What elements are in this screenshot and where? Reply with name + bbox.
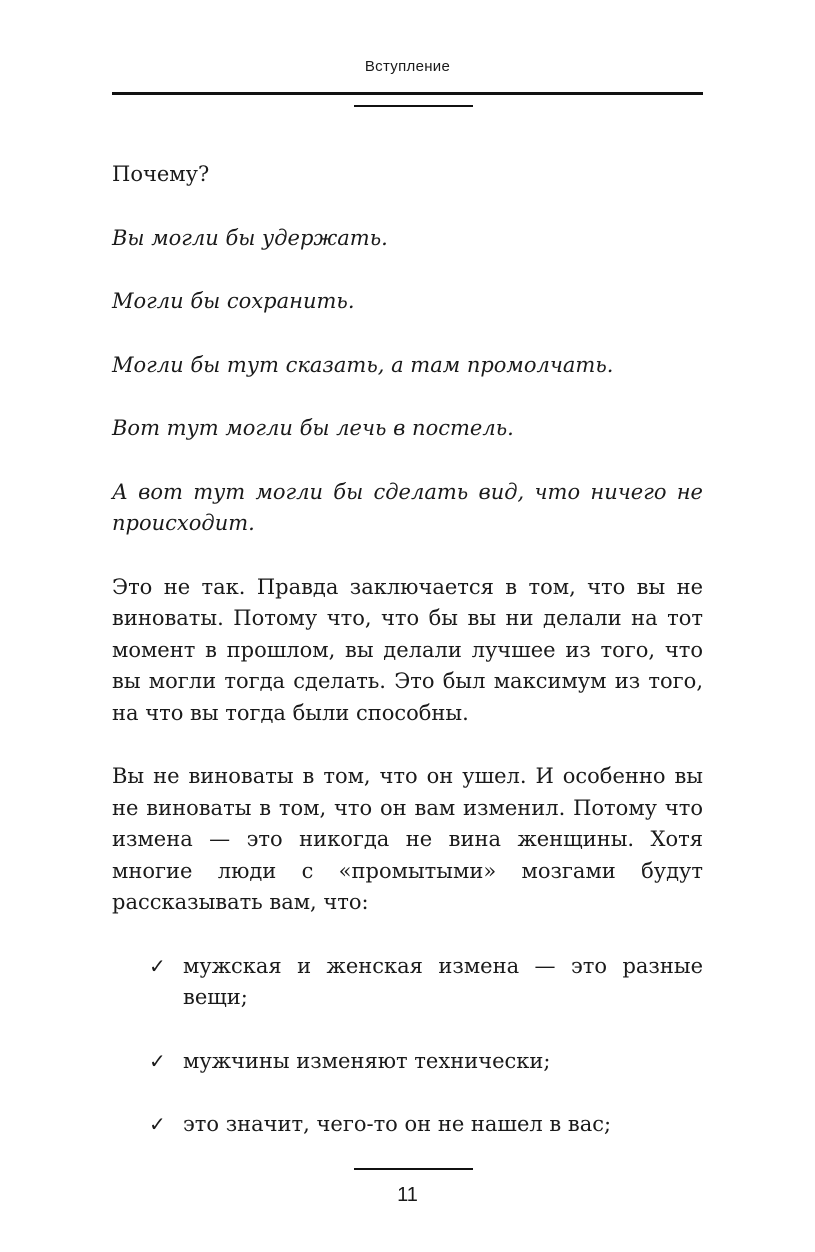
check-icon: ✓: [149, 953, 166, 978]
checklist: [112, 951, 703, 1141]
italic-line: Вы могли бы удержать.: [112, 225, 388, 250]
checklist-item-text: это значит, чего-то он не нашел в вас;: [183, 1112, 612, 1136]
checklist-item-text: мужская и женская измена — это разные вещи;: [183, 953, 703, 1009]
checklist-item: [112, 1109, 703, 1141]
header-short-divider: [354, 105, 473, 107]
page-number: 11: [397, 1184, 418, 1206]
body-paragraph: Вы не виноваты в том, что он ушел. И особенно вы не виноваты в том, что он вам изменил. Потому что измена — это никогда не вина женщины. Хотя многие люди с «промытыми» мозгами будут рассказывать вам, что:: [112, 764, 703, 914]
running-header: Вступление: [364, 58, 451, 75]
check-icon: ✓: [149, 1112, 166, 1136]
italic-line: А вот тут могли бы сделать вид, что ничего не происходит.: [112, 479, 703, 535]
footer-divider: [354, 1168, 473, 1170]
checklist-item-text: мужчины изменяют технически;: [183, 1048, 551, 1073]
question-paragraph: Почему?: [112, 162, 210, 186]
italic-line: Могли бы сохранить.: [112, 289, 355, 313]
check-icon: ✓: [149, 1048, 166, 1073]
page-body: [112, 159, 703, 1173]
checklist-item: [112, 951, 703, 1014]
italic-line: Вот тут могли бы лечь в постель.: [112, 416, 514, 440]
header-divider: [112, 92, 703, 95]
italic-line: Могли бы тут сказать, а там промолчать.: [112, 352, 614, 377]
checklist-item: [112, 1046, 703, 1078]
body-paragraph: Это не так. Правда заключается в том, что вы не виноваты. Потому что, что бы вы ни делали на тот момент в прошлом, вы делали лучшее из того, что вы могли тогда сделать. Это был максимум из того, на что вы тогда были способны.: [112, 574, 703, 725]
